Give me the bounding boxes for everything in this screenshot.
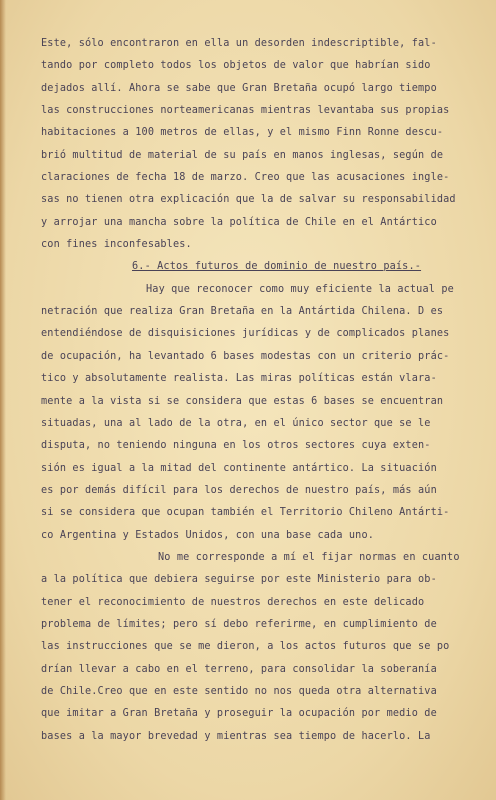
text-line: y arrojar una mancha sobre la política de Chile en el Antártico: [41, 217, 437, 228]
text-line: Este, sólo encontraron en ella un desorden indescriptible, fal-: [41, 38, 437, 49]
text-line: tico y absolutamente realista. Las miras políticas están vlara-: [41, 373, 437, 384]
text-line: brió multitud de material de su país en manos inglesas, según de: [41, 150, 444, 161]
text-line: con fines inconfesables.: [41, 239, 192, 250]
text-line: las instrucciones que se me dieron, a los actos futuros que se po: [41, 641, 450, 652]
text-line: entendiéndose de disquisiciones jurídicas y de complicados planes: [41, 328, 450, 339]
text-line: es por demás difícil para los derechos de nuestro país, más aún: [41, 485, 437, 496]
text-line: sión es igual a la mitad del continente antártico. La situación: [41, 463, 437, 474]
text-line: tando por completo todos los objetos de valor que habrían sido: [41, 60, 431, 71]
text-line: Hay que reconocer como muy eficiente la actual pe: [146, 284, 454, 295]
text-line: mente a la vista si se considera que estas 6 bases se encuentran: [41, 396, 444, 407]
text-line: netración que realiza Gran Bretaña en la Antártida Chilena. D es: [41, 306, 444, 317]
text-line: situadas, una al lado de la otra, en el único sector que se le: [41, 418, 431, 429]
text-line: drían llevar a cabo en el terreno, para consolidar la soberanía: [41, 664, 437, 675]
page-edge-shadow: [0, 0, 6, 800]
text-line: claraciones de fecha 18 de marzo. Creo que las acusaciones ingle-: [41, 172, 450, 183]
text-line: dejados allí. Ahora se sabe que Gran Bretaña ocupó largo tiempo: [41, 83, 437, 94]
text-line: de ocupación, ha levantado 6 bases modestas con un criterio prác-: [41, 351, 450, 362]
text-line: que imitar a Gran Bretaña y proseguir la ocupación por medio de: [41, 708, 437, 719]
text-line: a la política que debiera seguirse por este Ministerio para ob-: [41, 574, 437, 585]
text-line: tener el reconocimiento de nuestros derechos en este delicado: [41, 597, 425, 608]
section-heading: 6.- Actos futuros de dominio de nuestro país.-: [132, 261, 422, 272]
text-line: si se considera que ocupan también el Territorio Chileno Antárti-: [41, 507, 450, 518]
text-line: sas no tienen otra explicación que la de salvar su responsabilidad: [41, 194, 456, 205]
text-line: co Argentina y Estados Unidos, con una base cada uno.: [41, 530, 375, 541]
text-line: bases a la mayor brevedad y mientras sea tiempo de hacerlo. La: [41, 731, 431, 742]
text-line: problema de límites; pero sí debo referirme, en cumplimiento de: [41, 619, 437, 630]
text-line: disputa, no teniendo ninguna en los otros sectores cuya exten-: [41, 440, 431, 451]
text-line: de Chile.Creo que en este sentido no nos queda otra alternativa: [41, 686, 437, 697]
text-line: las construcciones norteamericanas mientras levantaba sus propias: [41, 105, 450, 116]
text-line: habitaciones a 100 metros de ellas, y el mismo Finn Ronne descu-: [41, 127, 444, 138]
text-line: No me corresponde a mí el fijar normas en cuanto: [158, 552, 460, 563]
